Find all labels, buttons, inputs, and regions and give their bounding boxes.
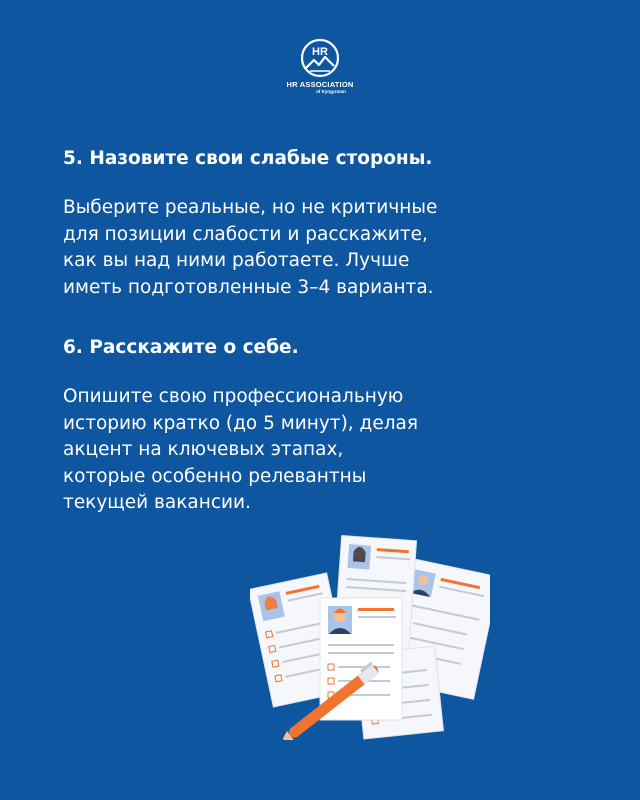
section-heading: 5. Назовите свои слабые стороны.: [63, 148, 433, 169]
section-body: Выберите реальные, но не критичные для позиции слабости и расскажите, как вы над ними работаете. Лучше иметь подготовленные 3–4 варианта.: [63, 197, 438, 298]
logo-mark-text: HR: [312, 46, 328, 58]
hr-association-logo: [0, 38, 640, 95]
tip-section-weaknesses: [63, 147, 583, 301]
hr-logo-mark-icon: [300, 38, 340, 78]
logo-title: HR ASSOCIATION: [286, 80, 354, 89]
resumes-with-pen-icon: [250, 530, 490, 740]
section-body: Опишите свою профессиональную историю кратко (до 5 минут), делая акцент на ключевых этапах, которые особенно релевантны текущей вакансии.: [63, 386, 419, 513]
section-heading: 6. Расскажите о себе.: [63, 337, 299, 358]
tip-section-about-yourself: [63, 336, 583, 517]
logo-subtitle: of Kyrgyzstan: [316, 89, 346, 94]
